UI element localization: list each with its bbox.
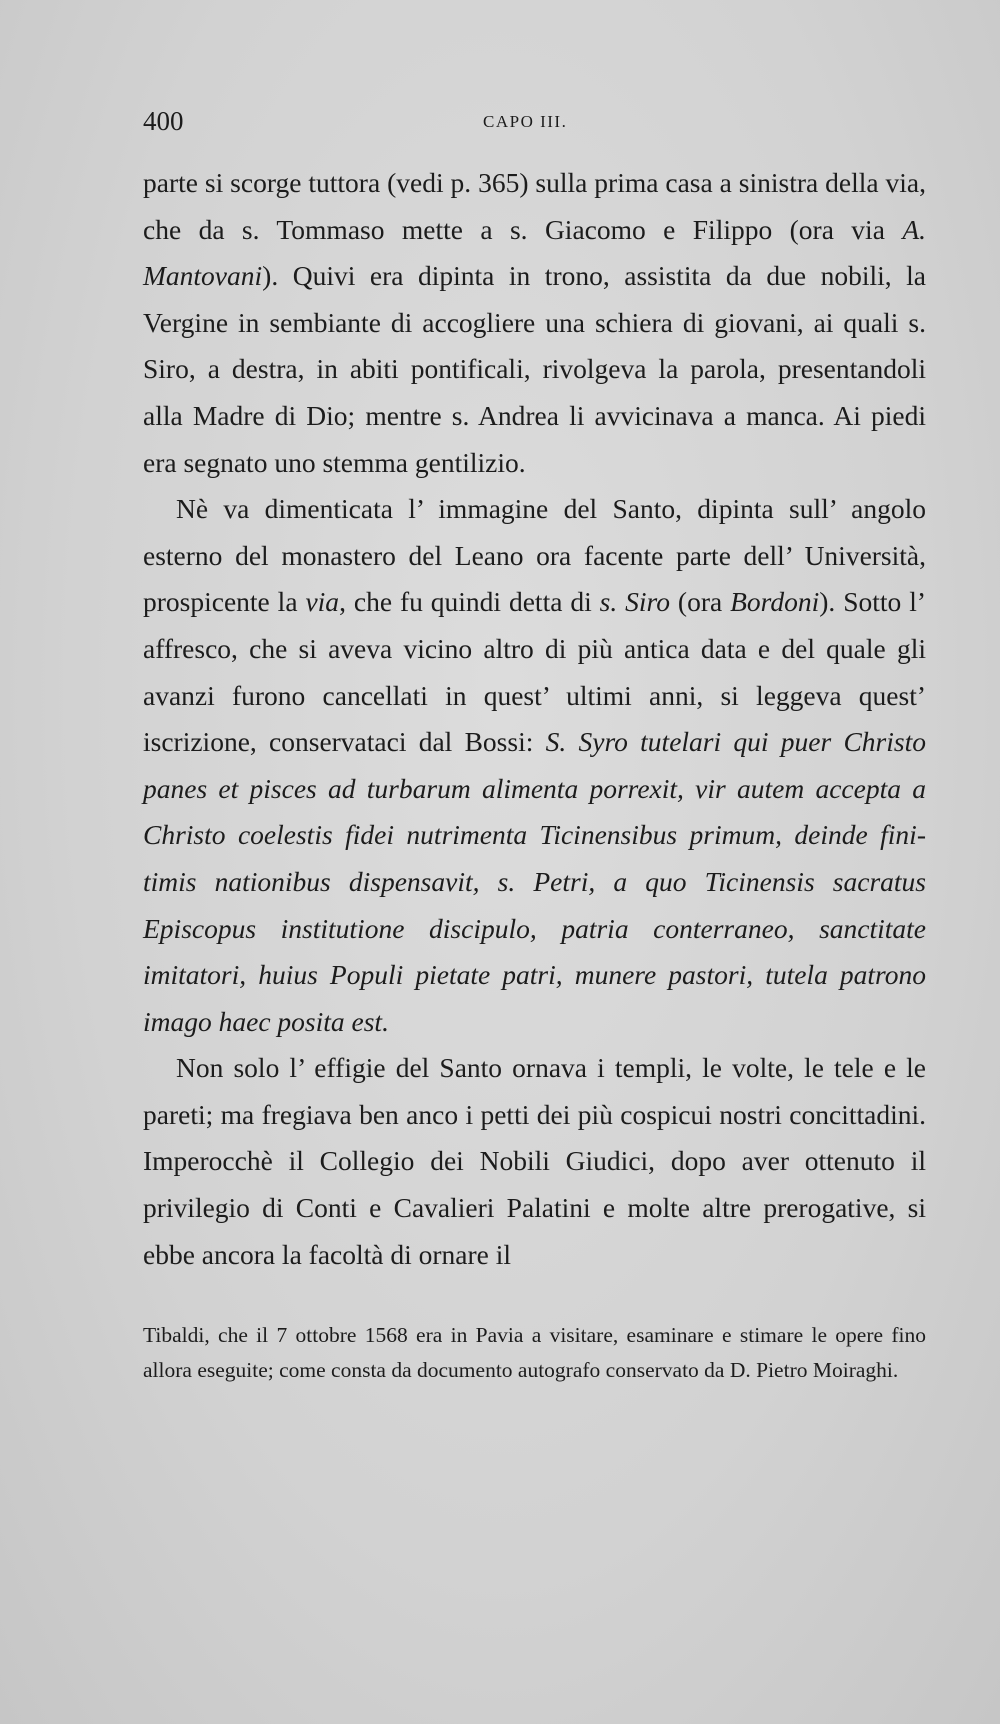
text-run: ). Quivi era dipinta in trono, assistita da due nobili, la Vergine in sembiante di accogliere una schiera di giovani, ai quali s. Siro, a destra, in abiti pontificali, rivolgeva la parola, presentandoli alla Madre di Dio; mentre s. Andrea li avvicinava a manca. Ai piedi era segnato uno stemma gentilizio. <box>143 260 926 478</box>
text-run: ). Sotto l’ affresco, che si aveva vicino altro di più antica data e del quale gli avanzi furono cancellati in quest’ ultimi anni, si leggeva quest’ iscrizione, conservataci dal Bossi: <box>143 586 927 758</box>
body-text <box>143 160 926 1278</box>
page-number: 400 <box>143 106 184 136</box>
paragraph <box>143 486 926 1045</box>
footnote <box>143 1318 926 1387</box>
italic-text: S. Syro tutelari qui puer Christo panes et pisces ad turbarum alimenta porrexit, vir autem accepta a Christo coelestis fidei nutrimenta Ticinensibus primum, deinde finitimis nationibus dispensavit, s. Petri, a quo Ticinensis sacratus Episcopus institutione discipulo, patria conterraneo, sanctitate imitatori, huius Populi pietate patri, munere pastori, tutela patrono imago haec posita est. <box>143 726 926 1037</box>
page-header <box>143 106 926 146</box>
italic-text: Bordoni <box>730 586 820 618</box>
paragraph <box>143 1045 926 1278</box>
text-run: , che fu quindi detta di <box>339 586 600 618</box>
italic-text: s. Siro <box>599 586 670 618</box>
running-head: CAPO III. <box>483 112 568 131</box>
italic-text: A. Mantovani <box>143 213 926 292</box>
text-run: Non solo l’ effigie del Santo ornava i templi, le volte, le tele e le pareti; ma fregiava ben anco i petti dei più cospicui nostri concittadini. Imperocchè il Collegio dei Nobili Giudici, dopo aver ottenuto il privilegio di Conti e Cavalieri Palatini e molte altre prerogative, si ebbe ancora la facoltà di ornare il <box>143 1052 926 1270</box>
text-run: Nè va dimenticata l’ immagine del Santo, dipinta sull’ angolo esterno del monastero del Leano ora facente parte dell’ Università, prospicente la <box>143 493 926 618</box>
text-run: parte si scorge tuttora (vedi p. 365) sulla prima casa a sinistra della via, che da s. Tommaso mette a s. Giacomo e Filippo (ora via <box>143 167 926 245</box>
footnote-text: Tibaldi, che il 7 ottobre 1568 era in Pavia a visitare, esaminare e stimare le opere fino allora eseguite; come consta da documento autografo conservato da D. Pietro Moiraghi. <box>143 1323 926 1382</box>
paragraph <box>143 160 926 486</box>
italic-text: via <box>305 586 340 618</box>
text-run: (ora <box>670 586 731 618</box>
